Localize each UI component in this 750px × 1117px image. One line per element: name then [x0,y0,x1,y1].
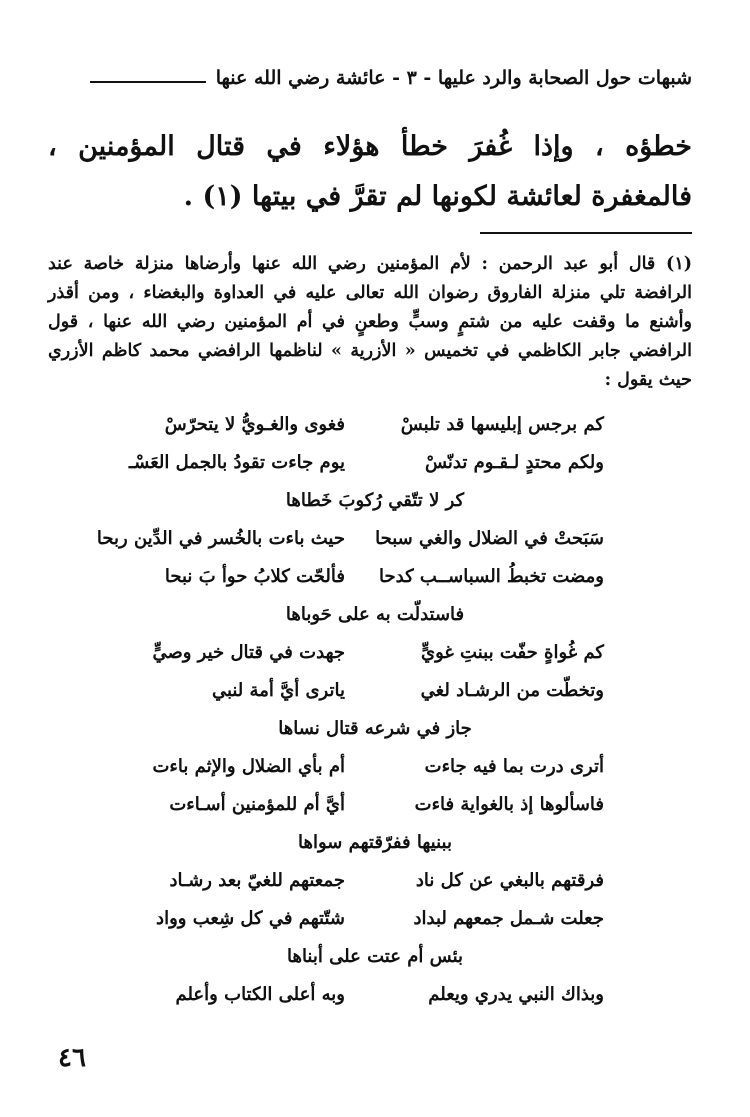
verse-first-hemistich: ومضت تخبطُ السباســب كدحا [379,566,604,587]
verse-first-hemistich: جعلت شـمل جمعهم لبداد [413,908,604,929]
verse-second-hemistich: ياترى أيَّ أمة لنبي [211,680,345,701]
footnote-line: وأشنع ما وقفت عليه من شتمٍ وسبٍّ وطعنٍ في أم المؤمنين رضي الله عنها ، قول [48,312,692,332]
footnote-line: الرافضي جابر الكاظمي في تخميس « الأزرية » لناظمها الرافضي محمد كاظم الأزري [48,341,692,361]
verse-second-hemistich: حيث باءت بالخُسر في الدِّين ربحا [96,528,345,549]
running-header-title: شبهات حول الصحابة والرد عليها - ٣ - عائشة رضي الله عنها [215,67,692,89]
verse-second-hemistich: أيَّ أم للمؤمنين أسـاءت [169,794,345,815]
poem-verse [90,410,660,448]
verse-first-hemistich: وتخطّت من الرشـاد لغي [420,680,604,701]
verse-first-hemistich: كم غُواةٍ حفّت ببنتِ غويٍّ [420,642,604,663]
verse-second-hemistich: جمعتهم للغيّ بعد رشـاد [169,870,345,891]
poem-refrain-row [90,714,660,752]
poem-verse [90,790,660,828]
poem-verse [90,866,660,904]
verse-first-hemistich: وبذاك النبي يدري ويعلم [428,984,604,1005]
page-number: ٤٦ [58,1043,86,1073]
poem-refrain-row [90,600,660,638]
verse-first-hemistich: سَبَحتْ في الضلال والغي سبحا [375,528,604,549]
footnote-line: الرافضة تلي منزلة الفاروق رضوان الله تعالى عليه في العداوة والبغضاء ، ومن أقذر [48,283,692,303]
verse-second-hemistich: أم بأي الضلال والإثم باءت [152,756,345,777]
header-rule [90,81,206,83]
verse-second-hemistich: جهدت في قتال خير وصيٍّ [152,642,345,663]
poem-verse [90,980,660,1018]
poem-refrain: جاز في شرعه قتال نساها [278,718,472,739]
running-header [90,62,692,94]
footnote [48,250,692,395]
poem-refrain-row [90,486,660,524]
poem-refrain: فاستدلّت به على حَوباها [285,604,465,625]
poem-refrain: كر لا تتّقي رُكوبَ خَطاها [285,490,465,511]
poem-verse [90,448,660,486]
verse-second-hemistich: يوم جاءت تقودُ بالجمل العَسْـ [128,452,345,473]
verse-first-hemistich: أترى درت بما فيه جاءت [424,756,604,777]
main-paragraph: خطؤه ، وإذا غُفرَ خطأ هؤلاء في قتال المؤمنين ، فالمغفرة لعائشة لكونها لم تقرَّ في بيتها (١) . [48,131,692,212]
verse-first-hemistich: فاسألوها إذ بالغواية فاءت [414,794,604,815]
verse-second-hemistich: شتّتهم في كل شِعب وواد [156,908,345,929]
footnote-line: (١) قال أبو عبد الرحمن : لأم المؤمنين رضي الله عنها وأرضاها منزلة خاصة عند [48,254,692,274]
poem [90,410,660,1018]
poem-verse [90,562,660,600]
poem-verse [90,904,660,942]
poem-verse [90,524,660,562]
verse-first-hemistich: فرقتهم بالبغي عن كل ناد [415,870,604,891]
footnote-separator [480,232,692,234]
verse-second-hemistich: وبه أعلى الكتاب وأعلم [175,984,345,1005]
verse-second-hemistich: فغوى والغـويُّ لا يتحرّسْ [164,414,345,435]
poem-refrain: بئس أم عتت على أبناها [286,946,464,967]
verse-first-hemistich: ولكم محتدٍ لـقـوم تدنّسْ [424,452,604,473]
poem-verse [90,638,660,676]
poem-refrain: ببنيها ففرّقتهم سواها [298,832,452,853]
poem-verse [90,676,660,714]
poem-verse [90,752,660,790]
poem-refrain-row [90,828,660,866]
poem-refrain-row [90,942,660,980]
verse-first-hemistich: كم برجس إبليسها قد تلبسْ [400,414,604,435]
verse-second-hemistich: فألحّت كلابُ حوأ بَ نبحا [164,566,345,587]
footnote-line: حيث يقول : [604,370,692,390]
